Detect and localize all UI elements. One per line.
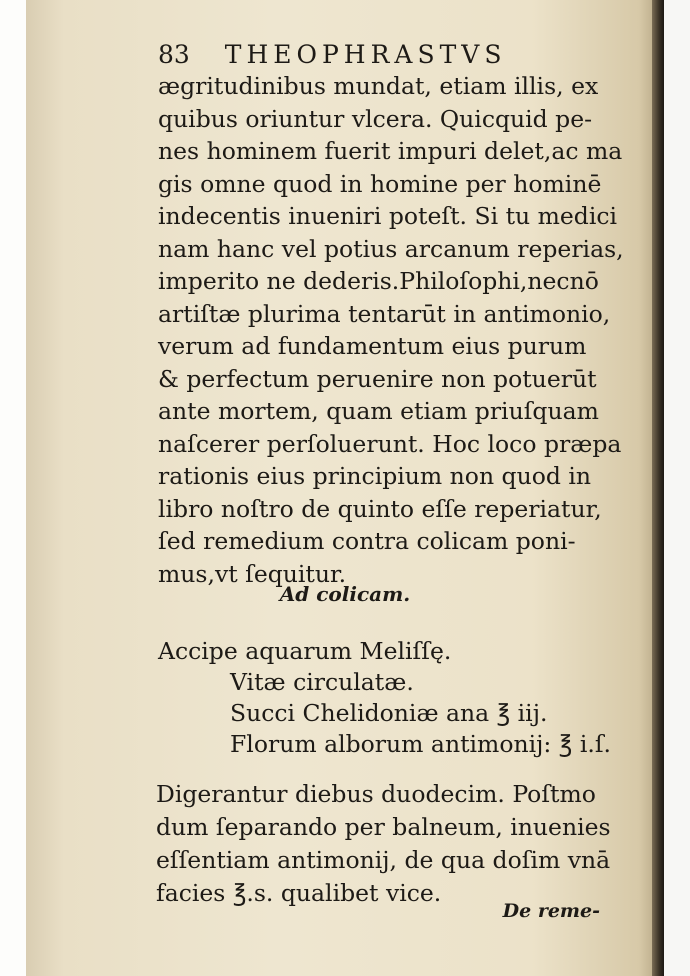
text-line: naſcerer perſoluerunt. Hoc loco præpa: [158, 429, 622, 458]
scan-margin: [664, 0, 690, 976]
recipe-list: [158, 636, 618, 760]
text-line: ægritudinibus mundat, etiam illis, ex: [158, 72, 599, 100]
text-line: ante mortem, quam etiam priuſquam: [158, 397, 599, 425]
body-text: [158, 70, 624, 590]
text-line: eſſentiam antimonij, de qua doſim vnā: [156, 846, 611, 874]
text-line: gis omne quod in homine per hominē: [158, 169, 602, 198]
text-line: & perfectum peruenire non potuerūt: [158, 364, 597, 393]
text-line: indecentis inueniri poteſt. Si tu medici: [158, 202, 618, 230]
text-line: ſed remedium contra colicam poni-: [158, 527, 576, 555]
catchword: De reme-: [502, 900, 600, 922]
page-number: 83: [158, 40, 190, 69]
gutter-shadow: [652, 0, 664, 976]
text-line: mus,vt ſequitur.: [158, 559, 347, 588]
recipe-line: Accipe aquarum Meliſſę.: [158, 637, 452, 665]
text-line: libro noſtro de quinto eſſe reperiatur,: [158, 494, 602, 523]
text-line: nes hominem fuerit impuri delet,ac ma: [158, 137, 623, 165]
text-line: verum ad fundamentum eius purum: [158, 332, 587, 360]
text-line: Digerantur diebus duodecim. Poſtmo: [156, 780, 596, 808]
text-line: dum ſeparando per balneum, inuenies: [156, 813, 611, 841]
text-line: artiſtæ plurima tentarūt in antimonio,: [158, 299, 611, 328]
text-line: facies ℥.s. qualibet vice.: [156, 879, 442, 907]
text-line: nam hanc vel potius arcanum reperias,: [158, 234, 624, 263]
section-heading: Ad colicam.: [279, 582, 411, 606]
recipe-line: Succi Chelidoniæ ana ℥ iij.: [230, 699, 548, 727]
recipe-line: Vitæ circulatæ.: [230, 668, 414, 696]
text-line: rationis eius principium non quod in: [158, 462, 592, 490]
running-header: [158, 40, 608, 69]
recipe-line: Florum alborum antimonij: ℥ i.ſ.: [230, 730, 611, 758]
text-line: quibus oriuntur vlcera. Quicquid pe-: [158, 104, 593, 133]
text-line: imperito ne dederis.Philoſophi,necnō: [158, 267, 599, 295]
closing-paragraph: [156, 778, 616, 910]
running-title: THEOPHRASTVS: [224, 40, 507, 69]
